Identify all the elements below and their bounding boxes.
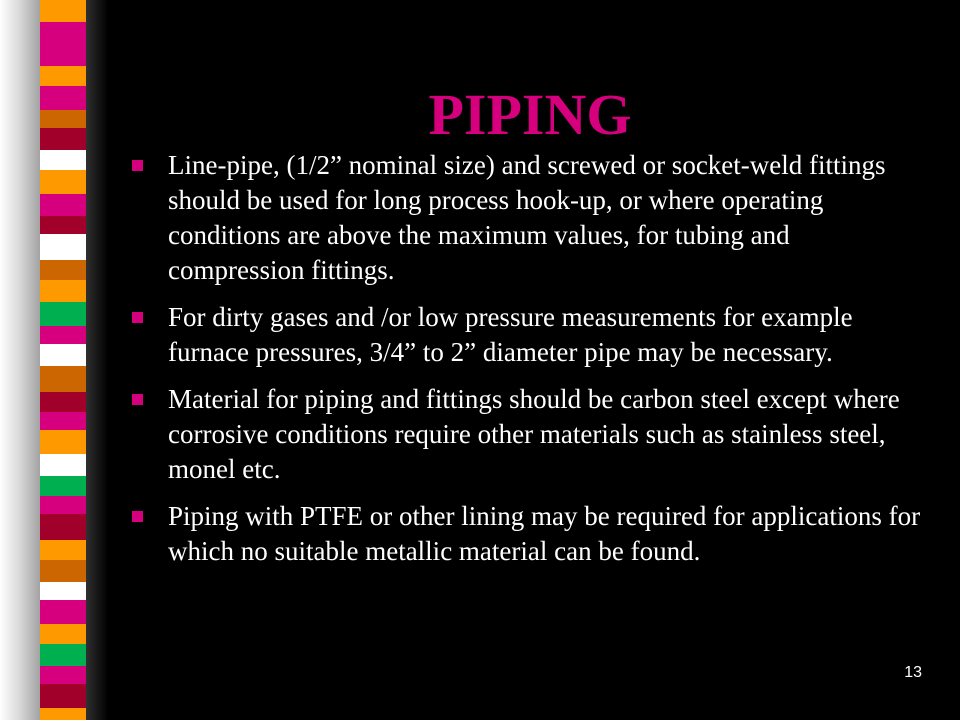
- square-bullet-icon: [132, 312, 143, 323]
- ribbon-block: [40, 708, 86, 720]
- bullet-item: [130, 382, 930, 487]
- page-number: 13: [904, 664, 922, 681]
- ribbon-block: [40, 260, 86, 280]
- square-bullet-icon: [132, 160, 143, 171]
- bullet-item: [130, 148, 930, 288]
- ribbon-block: [40, 666, 86, 684]
- ribbon-block: [40, 170, 86, 194]
- ribbon-block: [40, 326, 86, 344]
- color-block-ribbon: [40, 0, 86, 720]
- ribbon-block: [40, 600, 86, 624]
- ribbon-block: [40, 110, 86, 128]
- bullet-text: Material for piping and fittings should be carbon steel except where corrosive conditions require other materials such as stainless steel, monel etc.: [168, 384, 900, 484]
- ribbon-block: [40, 128, 86, 150]
- ribbon-block: [40, 344, 86, 366]
- ribbon-block: [40, 0, 86, 22]
- ribbon-block: [40, 412, 86, 430]
- bullet-item: [130, 499, 930, 569]
- ribbon-block: [40, 22, 86, 40]
- slide-title: PIPING: [428, 81, 632, 147]
- ribbon-block: [40, 86, 86, 110]
- bullet-item: [130, 300, 930, 370]
- square-bullet-icon: [132, 511, 143, 522]
- ribbon-block: [40, 560, 86, 582]
- ribbon-block: [40, 514, 86, 540]
- ribbon-block: [40, 366, 86, 392]
- ribbon-block: [40, 644, 86, 666]
- ribbon-block: [40, 66, 86, 86]
- bullet-text: Line-pipe, (1/2” nominal size) and screwed or socket-weld fittings should be used for long process hook-up, or where operating conditions are above the maximum values, for tubing and compression fittings.: [168, 150, 886, 285]
- square-bullet-icon: [132, 394, 143, 405]
- ribbon-block: [40, 194, 86, 216]
- ribbon-block: [40, 430, 86, 454]
- ribbon-block: [40, 684, 86, 708]
- ribbon-block: [40, 392, 86, 412]
- ribbon-block: [40, 234, 86, 260]
- ribbon-block: [40, 496, 86, 514]
- ribbon-block: [40, 540, 86, 560]
- ribbon-block: [40, 476, 86, 496]
- ribbon-block: [40, 454, 86, 476]
- ribbon-block: [40, 624, 86, 644]
- ribbon-block: [40, 302, 86, 326]
- ribbon-block: [40, 280, 86, 302]
- ribbon-block: [40, 150, 86, 170]
- bullet-text: For dirty gases and /or low pressure measurements for example furnace pressures, 3/4” to 2” diameter pipe may be necessary.: [168, 302, 853, 367]
- ribbon-block: [40, 582, 86, 600]
- ribbon-block: [40, 40, 86, 66]
- bullet-list: [130, 148, 930, 581]
- ribbon-block: [40, 216, 86, 234]
- bullet-text: Piping with PTFE or other lining may be required for applications for which no suitable metallic material can be found.: [168, 501, 921, 566]
